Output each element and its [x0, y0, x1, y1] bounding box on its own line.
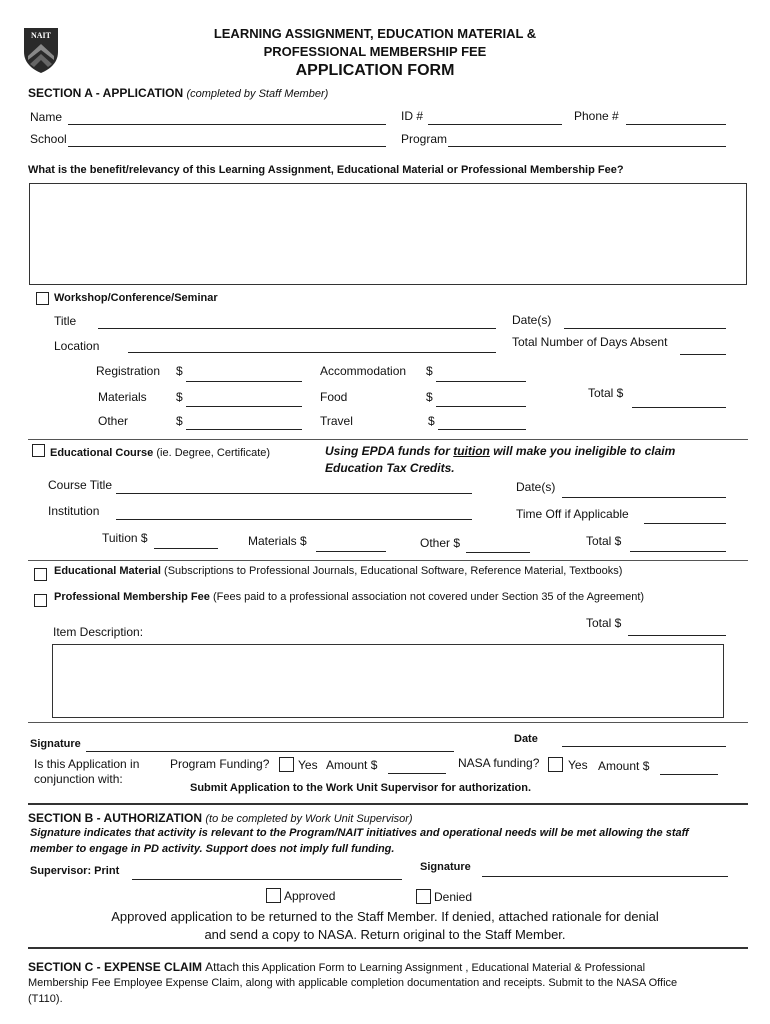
nasa-funding-label: NASA funding?: [458, 756, 540, 770]
section-c-line1: [28, 960, 645, 974]
divider-material: [28, 722, 748, 723]
return-instructions-line1: Approved application to be returned to the Staff Member. If denied, attached rationale for denial: [111, 909, 659, 924]
supervisor-print-field[interactable]: [132, 879, 402, 880]
course-label-note: (ie. Degree, Certificate): [156, 447, 271, 459]
days-absent-label: Total Number of Days Absent: [512, 335, 668, 349]
workshop-checkbox[interactable]: [36, 292, 49, 305]
course-total-field[interactable]: [630, 551, 726, 552]
materials-field[interactable]: [186, 406, 302, 407]
applicant-signature-field[interactable]: [86, 751, 454, 752]
id-label: ID #: [401, 109, 424, 123]
food-label: Food: [320, 390, 348, 404]
denied-label: Denied: [434, 890, 473, 904]
course-total-label: Total $: [586, 534, 622, 548]
nasa-funding-amount-label: Amount $: [598, 759, 650, 773]
time-off-field[interactable]: [644, 523, 726, 524]
nasa-funding-yes-checkbox[interactable]: [548, 757, 563, 772]
divider-section-b: [28, 803, 748, 805]
tuition-warning-line1: [325, 444, 675, 458]
workshop-dates-label: Date(s): [512, 313, 552, 327]
program-funding-amount-label: Amount $: [326, 758, 378, 772]
divider-course: [28, 560, 748, 561]
course-other-field[interactable]: [466, 552, 530, 553]
course-other-label: Other $: [420, 536, 461, 550]
benefit-textarea[interactable]: [29, 183, 747, 285]
travel-label: Travel: [320, 414, 353, 428]
section-b-heading: SECTION B - AUTHORIZATION: [28, 811, 202, 825]
institution-field[interactable]: [116, 519, 472, 520]
materials-currency: $: [176, 390, 183, 404]
travel-field[interactable]: [438, 429, 526, 430]
other-field[interactable]: [186, 429, 302, 430]
workshop-dates-field[interactable]: [564, 328, 726, 329]
program-field[interactable]: [448, 146, 726, 147]
program-funding-yes-checkbox[interactable]: [279, 757, 294, 772]
course-label: Educational Course: [50, 447, 154, 459]
days-absent-field[interactable]: [680, 354, 726, 355]
materials-label: Materials: [98, 390, 147, 404]
section-a-heading-note: (completed by Staff Member): [186, 88, 329, 100]
section-a-heading: SECTION A - APPLICATION: [28, 86, 184, 100]
divider-section-c: [28, 947, 748, 949]
benefit-question: What is the benefit/relevancy of this Learning Assignment, Educational Material or Professional Membership Fee?: [28, 164, 624, 176]
course-title-field[interactable]: [116, 493, 472, 494]
time-off-label: Time Off if Applicable: [516, 507, 629, 521]
submit-note: Submit Application to the Work Unit Supervisor for authorization.: [190, 782, 532, 794]
other-label: Other: [98, 414, 129, 428]
id-field[interactable]: [428, 124, 562, 125]
course-title-label: Course Title: [48, 478, 113, 492]
course-checkbox[interactable]: [32, 444, 45, 457]
supervisor-print-label: Supervisor: Print: [30, 865, 120, 877]
section-a-heading-row: [28, 86, 328, 100]
food-currency: $: [426, 390, 433, 404]
approved-checkbox[interactable]: [266, 888, 281, 903]
divider-workshop: [28, 439, 748, 440]
section-b-heading-note: (to be completed by Work Unit Supervisor): [205, 813, 413, 825]
course-dates-label: Date(s): [516, 480, 556, 494]
program-label: Program: [401, 132, 448, 146]
workshop-title-label: Title: [54, 314, 77, 328]
phone-label: Phone #: [574, 109, 619, 123]
nasa-funding-amount-field[interactable]: [660, 774, 718, 775]
section-b-heading-row: [28, 811, 413, 825]
location-label: Location: [54, 339, 100, 353]
course-dates-field[interactable]: [562, 497, 726, 498]
pro-membership-note: (Fees paid to a professional association not covered under Section 35 of the Agreement): [212, 591, 645, 603]
accommodation-field[interactable]: [436, 381, 526, 382]
form-title-line3: APPLICATION FORM: [295, 62, 455, 79]
section-c-line1-rest: this Application Form to Learning Assignment , Educational Material & Professional: [239, 962, 646, 974]
tuition-warning-line2: Education Tax Credits.: [325, 461, 455, 475]
registration-currency: $: [176, 364, 183, 378]
logo-text: NAIT: [30, 31, 51, 40]
material-total-field[interactable]: [628, 635, 726, 636]
workshop-label: Workshop/Conference/Seminar: [54, 292, 218, 304]
conjunction-line1: Is this Application in: [34, 757, 140, 771]
section-c-attach: Attach: [205, 960, 240, 974]
travel-currency: $: [428, 414, 435, 428]
section-c-line3: (T110).: [28, 993, 63, 1005]
course-materials-label: Materials $: [248, 534, 307, 548]
approved-label: Approved: [284, 889, 336, 903]
applicant-signature-label: Signature: [30, 738, 81, 750]
accommodation-label: Accommodation: [320, 364, 407, 378]
edu-material-row: [54, 565, 622, 577]
form-title-line2: PROFESSIONAL MEMBERSHIP FEE: [263, 44, 487, 59]
denied-checkbox[interactable]: [416, 889, 431, 904]
item-description-textarea[interactable]: [52, 644, 724, 718]
nait-logo: [22, 26, 60, 74]
supervisor-signature-field[interactable]: [482, 876, 728, 877]
pro-membership-row: [54, 591, 644, 603]
return-instructions-line2: and send a copy to NASA. Return original to the Staff Member.: [204, 927, 566, 942]
location-field[interactable]: [128, 352, 496, 353]
applicant-date-field[interactable]: [562, 746, 726, 747]
conjunction-line2: conjunction with:: [34, 772, 123, 786]
program-funding-amount-field[interactable]: [388, 773, 446, 774]
form-title-line1: LEARNING ASSIGNMENT, EDUCATION MATERIAL &: [213, 26, 537, 41]
supervisor-signature-label: Signature: [420, 861, 471, 873]
section-b-note-line2: member to engage in PD activity. Support does not imply full funding.: [30, 843, 395, 855]
name-field[interactable]: [68, 124, 386, 125]
other-currency: $: [176, 414, 183, 428]
workshop-title-field[interactable]: [98, 328, 496, 329]
edu-material-checkbox[interactable]: [34, 568, 47, 581]
section-c-heading: SECTION C - EXPENSE CLAIM: [28, 960, 203, 974]
nasa-funding-yes-label: Yes: [568, 758, 588, 772]
section-b-note-line1: Signature indicates that activity is relevant to the Program/NAIT initiatives and operational needs will be met allowing the staff: [30, 827, 689, 839]
tuition-field[interactable]: [154, 548, 218, 549]
workshop-total-field[interactable]: [632, 407, 726, 408]
food-field[interactable]: [436, 406, 526, 407]
tuition-warning-underline: tuition: [453, 444, 490, 458]
registration-label: Registration: [96, 364, 161, 378]
item-description-label: Item Description:: [53, 625, 144, 639]
program-funding-yes-label: Yes: [298, 758, 318, 772]
pro-membership-checkbox[interactable]: [34, 594, 47, 607]
applicant-date-label: Date: [514, 733, 538, 745]
course-label-row: [50, 447, 270, 459]
program-funding-label: Program Funding?: [170, 757, 270, 771]
institution-label: Institution: [48, 504, 100, 518]
tuition-warning-part1: Using EPDA funds for: [325, 444, 454, 458]
phone-field[interactable]: [626, 124, 726, 125]
edu-material-note: (Subscriptions to Professional Journals, Educational Software, Reference Material, Textbooks): [164, 565, 623, 577]
workshop-total-label: Total $: [588, 386, 624, 400]
section-c-line2: Membership Fee Employee Expense Claim, along with applicable completion documentation and receipts. Submit to the NASA Office: [28, 977, 678, 989]
name-label: Name: [30, 110, 63, 124]
edu-material-label: Educational Material: [54, 565, 161, 577]
tuition-label: Tuition $: [102, 531, 148, 545]
school-label: School: [30, 132, 67, 146]
course-materials-field[interactable]: [316, 551, 386, 552]
pro-membership-label: Professional Membership Fee: [54, 591, 210, 603]
school-field[interactable]: [68, 146, 386, 147]
material-total-label: Total $: [586, 616, 622, 630]
registration-field[interactable]: [186, 381, 302, 382]
tuition-warning-part2: will make you ineligible to claim: [489, 444, 676, 458]
accommodation-currency: $: [426, 364, 433, 378]
